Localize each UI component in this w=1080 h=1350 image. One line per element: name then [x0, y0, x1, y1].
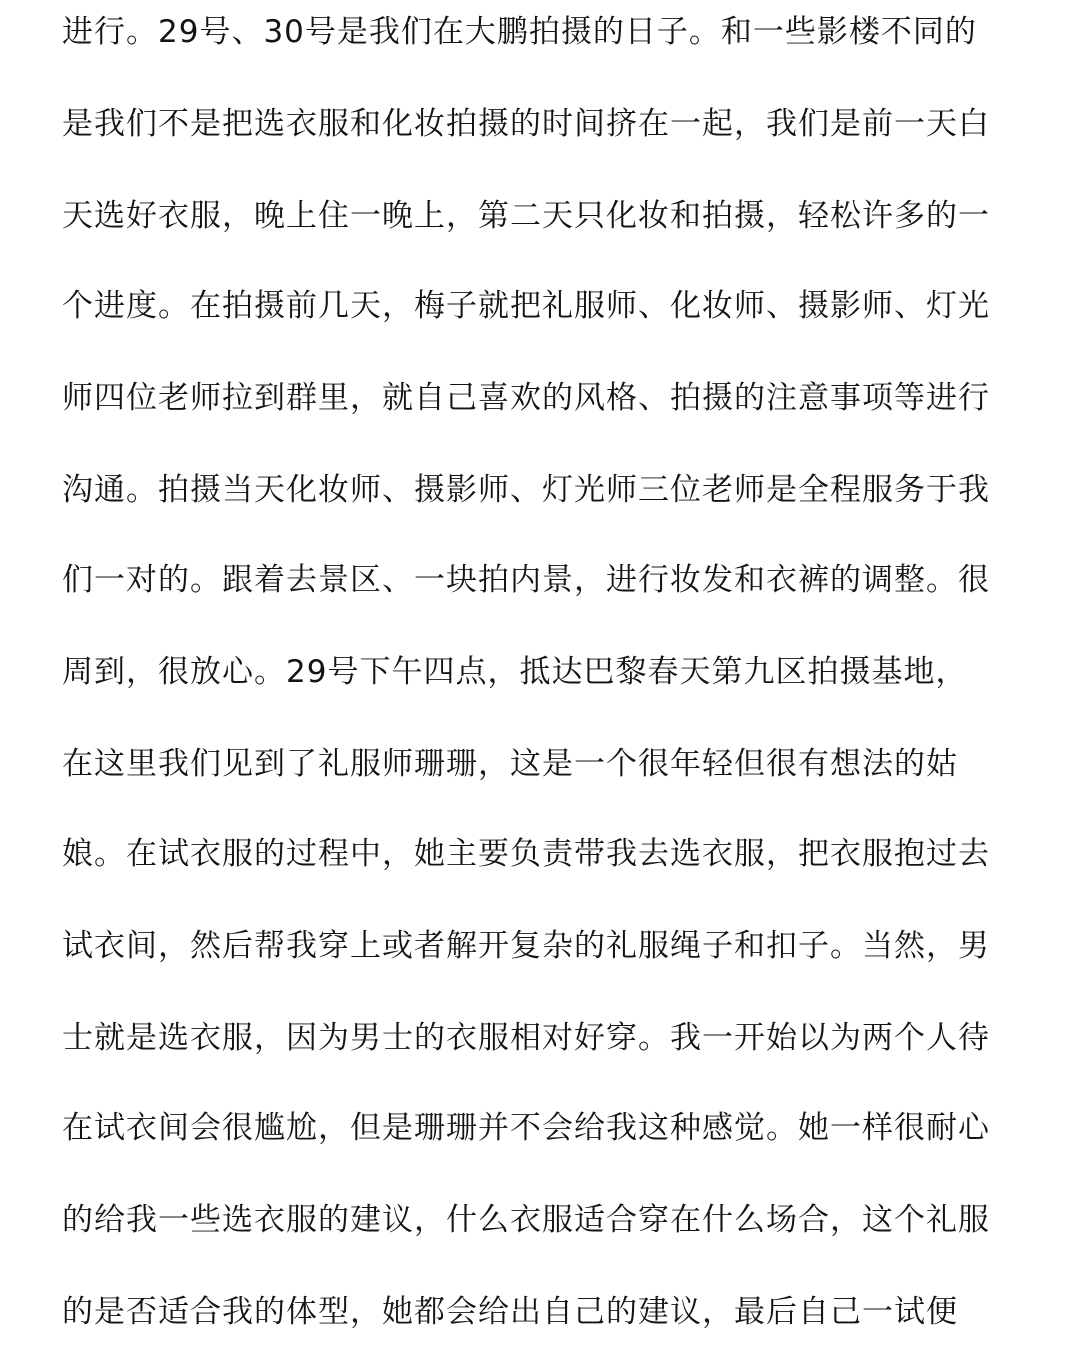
- text-line: 天选好衣服，晚上住一晚上，第二天只化妆和拍摄，轻松许多的一: [62, 198, 990, 234]
- text-line: 在这里我们见到了礼服师珊珊，这是一个很年轻但很有想法的姑: [62, 746, 958, 782]
- text-line: 的是否适合我的体型，她都会给出自己的建议，最后自己一试便: [62, 1294, 958, 1330]
- text-line: 师四位老师拉到群里，就自己喜欢的风格、拍摄的注意事项等进行: [62, 380, 990, 416]
- text-line: 的给我一些选衣服的建议，什么衣服适合穿在什么场合，这个礼服: [62, 1202, 990, 1238]
- text-line: 在试衣间会很尴尬，但是珊珊并不会给我这种感觉。她一样很耐心: [62, 1110, 990, 1146]
- text-line: 士就是选衣服，因为男士的衣服相对好穿。我一开始以为两个人待: [62, 1020, 990, 1056]
- text-line: 沟通。拍摄当天化妆师、摄影师、灯光师三位老师是全程服务于我: [62, 472, 990, 508]
- text-line: 们一对的。跟着去景区、一块拍内景，进行妆发和衣裤的调整。很: [62, 562, 990, 598]
- text-line: 进行。29号、30号是我们在大鹏拍摄的日子。和一些影楼不同的: [62, 14, 977, 50]
- text-line: 周到，很放心。29号下午四点，抵达巴黎春天第九区拍摄基地，: [62, 654, 968, 690]
- text-line: 个进度。在拍摄前几天，梅子就把礼服师、化妆师、摄影师、灯光: [62, 288, 990, 324]
- text-line: 试衣间，然后帮我穿上或者解开复杂的礼服绳子和扣子。当然，男: [62, 928, 990, 964]
- text-line: 娘。在试衣服的过程中，她主要负责带我去选衣服，把衣服抱过去: [62, 836, 990, 872]
- text-line: 是我们不是把选衣服和化妆拍摄的时间挤在一起，我们是前一天白: [62, 106, 990, 142]
